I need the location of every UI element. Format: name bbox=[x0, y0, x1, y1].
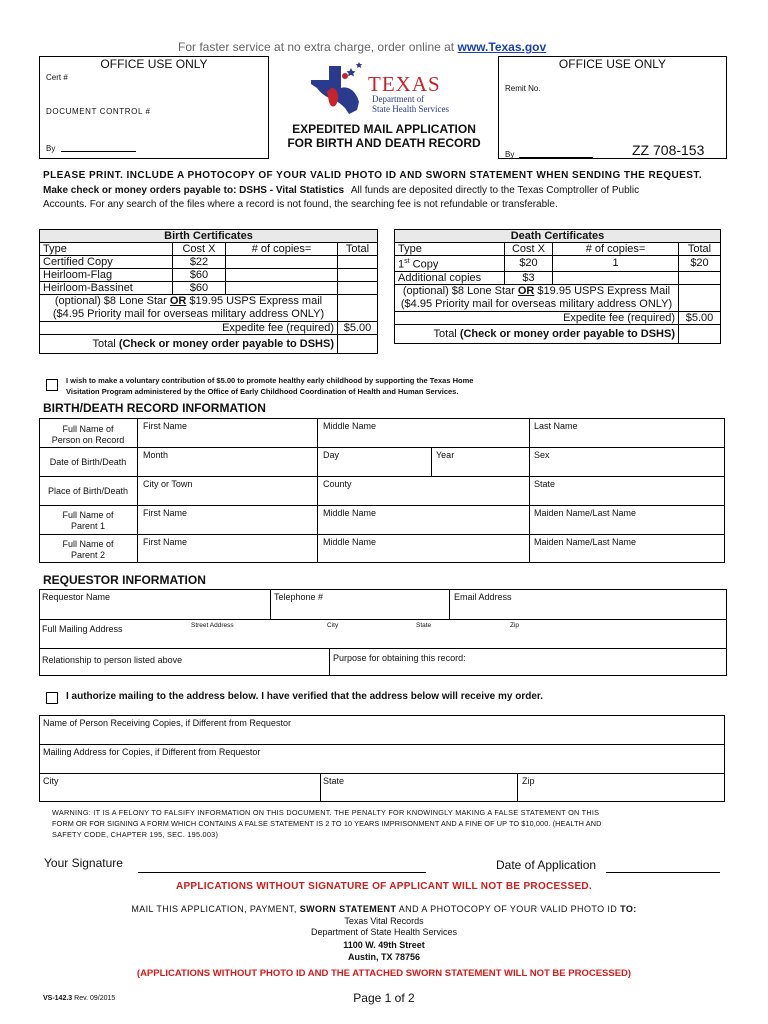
table-row bbox=[40, 295, 378, 322]
instructions-line1: PLEASE PRINT. INCLUDE A PHOTOCOPY OF YOUR VALID PHOTO ID AND SWORN STATEMENT WHEN SENDING THE REQUEST. bbox=[43, 170, 703, 181]
instructions-line2 bbox=[43, 185, 639, 196]
death-total-label bbox=[395, 324, 679, 343]
mail-to: TO: bbox=[620, 904, 637, 914]
mailing-copies-field[interactable]: Mailing Address for Copies, if Different from Requestor bbox=[43, 747, 261, 757]
birth-total-cell[interactable] bbox=[338, 256, 378, 269]
logo-dept-line2: State Health Services bbox=[372, 104, 449, 114]
parent1-label: Full Name of Parent 1 bbox=[62, 510, 114, 531]
signature-label: Your Signature bbox=[44, 856, 123, 870]
form-rev: Rev. 09/2015 bbox=[74, 995, 116, 1002]
parent1-first-field[interactable]: First Name bbox=[143, 508, 188, 518]
middle-name-field[interactable]: Middle Name bbox=[323, 421, 377, 431]
texas-gov-link[interactable]: www.Texas.gov bbox=[457, 40, 547, 54]
birth-optional-total[interactable] bbox=[338, 295, 378, 322]
email-field[interactable]: Email Address bbox=[454, 592, 512, 602]
death-total-cell[interactable] bbox=[679, 271, 721, 284]
cert-label: Cert # bbox=[46, 73, 68, 82]
birth-total-cell[interactable] bbox=[338, 282, 378, 295]
copy-word: Copy bbox=[409, 258, 439, 271]
birth-cost-cell: $60 bbox=[173, 269, 226, 282]
day-field[interactable]: Day bbox=[323, 450, 340, 460]
table-row bbox=[395, 311, 721, 324]
optional-line2: ($4.95 Priority mail for overseas military address ONLY) bbox=[52, 308, 325, 320]
optional-post: $19.95 USPS Express Mail bbox=[534, 284, 671, 297]
birth-state-field[interactable]: State bbox=[534, 479, 556, 489]
city-town-field[interactable]: City or Town bbox=[143, 479, 193, 489]
table-row bbox=[40, 269, 378, 282]
birth-total-cell[interactable] bbox=[338, 269, 378, 282]
signature-notice: APPLICATIONS WITHOUT SIGNATURE OF APPLICANT WILL NOT BE PROCESSED. bbox=[175, 881, 593, 892]
date-label: Date of Application bbox=[496, 858, 597, 872]
requestor-name-field[interactable]: Requestor Name bbox=[42, 592, 111, 602]
header-cost: Cost X bbox=[505, 243, 553, 256]
parent2-first-field[interactable]: First Name bbox=[143, 537, 188, 547]
optional-pre: (optional) $8 Lone Star bbox=[54, 295, 170, 307]
optional-pre: (optional) $8 Lone Star bbox=[402, 284, 518, 297]
authorize-text: I authorize mailing to the address below. I have verified that the address below will receive my order. bbox=[66, 691, 543, 702]
by-left-label: By bbox=[46, 144, 56, 153]
mail-post: AND A PHOTOCOPY OF YOUR VALID PHOTO ID bbox=[396, 904, 621, 914]
header-cost: Cost X bbox=[173, 243, 226, 256]
zip-sublabel: Zip bbox=[510, 622, 520, 629]
table-row bbox=[395, 284, 721, 311]
logo-dept-line1: Department of bbox=[372, 94, 425, 104]
address-line1: Texas Vital Records bbox=[344, 916, 424, 926]
table-row bbox=[40, 322, 378, 335]
birth-copies-cell[interactable] bbox=[226, 269, 338, 282]
birth-optional-mail bbox=[40, 295, 338, 322]
contribution-checkbox[interactable] bbox=[46, 379, 58, 391]
record-info-heading: BIRTH/DEATH RECORD INFORMATION bbox=[43, 401, 266, 415]
death-copies-cell[interactable] bbox=[553, 271, 679, 284]
form-id: VS-142.3 bbox=[43, 995, 73, 1002]
birth-cost-cell: $60 bbox=[173, 282, 226, 295]
copy-number: 1 bbox=[398, 258, 405, 271]
address-line4: Austin, TX 78756 bbox=[347, 952, 421, 962]
requestor-heading: REQUESTOR INFORMATION bbox=[43, 573, 206, 587]
parent1-middle-field[interactable]: Middle Name bbox=[323, 508, 377, 518]
city-sublabel: City bbox=[327, 622, 339, 629]
birth-cost-cell: $22 bbox=[173, 256, 226, 269]
relationship-field[interactable]: Relationship to person listed above bbox=[42, 655, 183, 665]
death-optional-total[interactable] bbox=[679, 284, 721, 311]
parent2-maiden-field[interactable]: Maiden Name/Last Name bbox=[534, 537, 637, 547]
sex-field[interactable]: Sex bbox=[534, 450, 550, 460]
first-name-field[interactable]: First Name bbox=[143, 421, 188, 431]
death-optional-mail bbox=[395, 284, 679, 311]
office-use-right-title: OFFICE USE ONLY bbox=[558, 57, 667, 71]
copy-sup: st bbox=[404, 258, 410, 265]
birth-copies-cell[interactable] bbox=[226, 256, 338, 269]
logo-texas: TEXAS bbox=[368, 72, 441, 96]
mail-to-line bbox=[0, 904, 768, 914]
purpose-field[interactable]: Purpose for obtaining this record: bbox=[333, 653, 466, 663]
header-type: Type bbox=[40, 243, 173, 256]
table-row bbox=[395, 243, 721, 256]
date-line[interactable] bbox=[606, 872, 720, 873]
death-expedite-label: Expedite fee (required) bbox=[395, 311, 679, 324]
table-row bbox=[395, 256, 721, 272]
state-sublabel: State bbox=[416, 622, 432, 629]
mailing-city-field[interactable]: City bbox=[43, 776, 59, 786]
death-table-title: Death Certificates bbox=[395, 230, 721, 243]
form-number: ZZ 708-153 bbox=[632, 142, 705, 158]
header-total: Total bbox=[338, 243, 378, 256]
table-row bbox=[40, 243, 378, 256]
authorize-checkbox[interactable] bbox=[46, 692, 58, 704]
funds-deposited: All funds are deposited directly to the Texas Comptroller of Public bbox=[350, 185, 640, 196]
table-row bbox=[40, 256, 378, 269]
total-word: Total bbox=[433, 327, 457, 340]
death-type-cell bbox=[395, 256, 505, 272]
warning-line3: SAFETY CODE, CHAPTER 195, SEC. 195.003) bbox=[52, 830, 219, 839]
birth-certificates-table bbox=[39, 229, 378, 354]
birth-type-cell: Certified Copy bbox=[40, 256, 173, 269]
mailing-zip-field[interactable]: Zip bbox=[522, 776, 535, 786]
telephone-field[interactable]: Telephone # bbox=[274, 592, 324, 602]
birth-grand-total[interactable] bbox=[338, 335, 378, 354]
table-row bbox=[40, 335, 378, 354]
header-copies: # of copies= bbox=[226, 243, 338, 256]
address-line2: Department of State Health Services bbox=[310, 927, 458, 937]
street-sublabel: Street Address bbox=[191, 622, 234, 629]
by-left-line[interactable] bbox=[61, 151, 136, 152]
death-total-cell[interactable]: $20 bbox=[679, 256, 721, 272]
birth-type-cell: Heirloom-Flag bbox=[40, 269, 173, 282]
table-row bbox=[395, 324, 721, 343]
mailing-grid bbox=[39, 715, 725, 802]
contribution-line2: Visitation Program administered by the Office of Early Childhood Coordination of Health and Human Services. bbox=[66, 387, 459, 396]
optional-or: OR bbox=[169, 295, 187, 307]
county-field[interactable]: County bbox=[323, 479, 352, 489]
death-certificates-table bbox=[394, 229, 721, 344]
instructions-line3: Accounts. For any search of the files where a record is not found, the searching fee is not refundable or transferable. bbox=[43, 199, 558, 210]
form-title-line2: FOR BIRTH AND DEATH RECORD bbox=[287, 136, 481, 150]
mailing-state-field[interactable]: State bbox=[323, 776, 345, 786]
mailing-address-field[interactable]: Full Mailing Address bbox=[42, 624, 123, 634]
header-copies: # of copies= bbox=[553, 243, 679, 256]
birth-table-title: Birth Certificates bbox=[40, 230, 378, 243]
remit-label: Remit No. bbox=[505, 84, 541, 93]
birth-expedite-label: Expedite fee (required) bbox=[40, 322, 338, 335]
parent2-label: Full Name of Parent 2 bbox=[62, 539, 114, 560]
full-name-label: Full Name of Person on Record bbox=[51, 424, 125, 445]
optional-line2: ($4.95 Priority mail for overseas military address ONLY) bbox=[400, 297, 673, 310]
death-copies-cell[interactable]: 1 bbox=[553, 256, 679, 272]
optional-post: $19.95 USPS Express mail bbox=[186, 295, 323, 307]
mail-pre: MAIL THIS APPLICATION, PAYMENT, bbox=[131, 904, 300, 914]
by-right-label: By bbox=[505, 150, 515, 159]
warning-line2: FORM OR FOR SIGNING A FORM WHICH CONTAINS A FALSE STATEMENT IS 2 TO 10 YEARS IMPRISONMENT AND A FINE OF UP TO $10,000. (HEALTH AND bbox=[52, 819, 602, 828]
form-title-line1: EXPEDITED MAIL APPLICATION bbox=[292, 122, 476, 136]
receiver-name-field[interactable]: Name of Person Receiving Copies, if Different from Requestor bbox=[43, 718, 291, 728]
death-grand-total[interactable] bbox=[679, 324, 721, 343]
death-type-cell: Additional copies bbox=[395, 271, 505, 284]
online-banner bbox=[178, 40, 546, 54]
total-note: (Check or money order payable to DSHS) bbox=[459, 327, 675, 340]
birth-type-cell: Heirloom-Bassinet bbox=[40, 282, 173, 295]
contribution-line1: I wish to make a voluntary contribution of $5.00 to promote healthy early childhood by supporting the Texas Home bbox=[66, 376, 474, 385]
payable-to: Make check or money orders payable to: DSHS - Vital Statistics bbox=[43, 185, 345, 196]
address-line3: 1100 W. 49th Street bbox=[343, 940, 425, 950]
parent2-middle-field[interactable]: Middle Name bbox=[323, 537, 377, 547]
banner-text: For faster service at no extra charge, order online at bbox=[178, 40, 455, 54]
mail-sworn: SWORN STATEMENT bbox=[299, 904, 397, 914]
total-word: Total bbox=[92, 338, 116, 350]
by-right-line[interactable] bbox=[519, 157, 593, 158]
header-type: Type bbox=[395, 243, 505, 256]
birth-total-label bbox=[40, 335, 338, 354]
photo-id-notice: (APPLICATIONS WITHOUT PHOTO ID AND THE ATTACHED SWORN STATEMENT WILL NOT BE PROCESSED) bbox=[136, 968, 632, 979]
table-row bbox=[395, 271, 721, 284]
death-cost-cell: $20 bbox=[505, 256, 553, 272]
birth-copies-cell[interactable] bbox=[226, 282, 338, 295]
optional-or: OR bbox=[517, 284, 535, 297]
death-expedite-value: $5.00 bbox=[679, 311, 721, 324]
place-label: Place of Birth/Death bbox=[47, 486, 129, 496]
table-row bbox=[40, 282, 378, 295]
month-field[interactable]: Month bbox=[143, 450, 169, 460]
header-total: Total bbox=[679, 243, 721, 256]
dob-label: Date of Birth/Death bbox=[49, 457, 127, 467]
parent1-maiden-field[interactable]: Maiden Name/Last Name bbox=[534, 508, 637, 518]
warning-line1: WARNING: IT IS A FELONY TO FALSIFY INFORMATION ON THIS DOCUMENT. THE PENALTY FOR KNOWINGLY MAKING A FALSE STATEMENT ON THIS bbox=[52, 808, 600, 817]
signature-line[interactable] bbox=[138, 872, 426, 873]
office-use-left-title: OFFICE USE ONLY bbox=[100, 57, 208, 71]
page-number: Page 1 of 2 bbox=[353, 991, 415, 1005]
birth-expedite-value: $5.00 bbox=[338, 322, 378, 335]
last-name-field[interactable]: Last Name bbox=[534, 421, 578, 431]
total-note: (Check or money order payable to DSHS) bbox=[118, 338, 334, 350]
year-field[interactable]: Year bbox=[436, 450, 455, 460]
death-cost-cell: $3 bbox=[505, 271, 553, 284]
document-control-label: DOCUMENT CONTROL # bbox=[46, 107, 151, 116]
texas-dshs-logo-icon bbox=[307, 58, 367, 118]
